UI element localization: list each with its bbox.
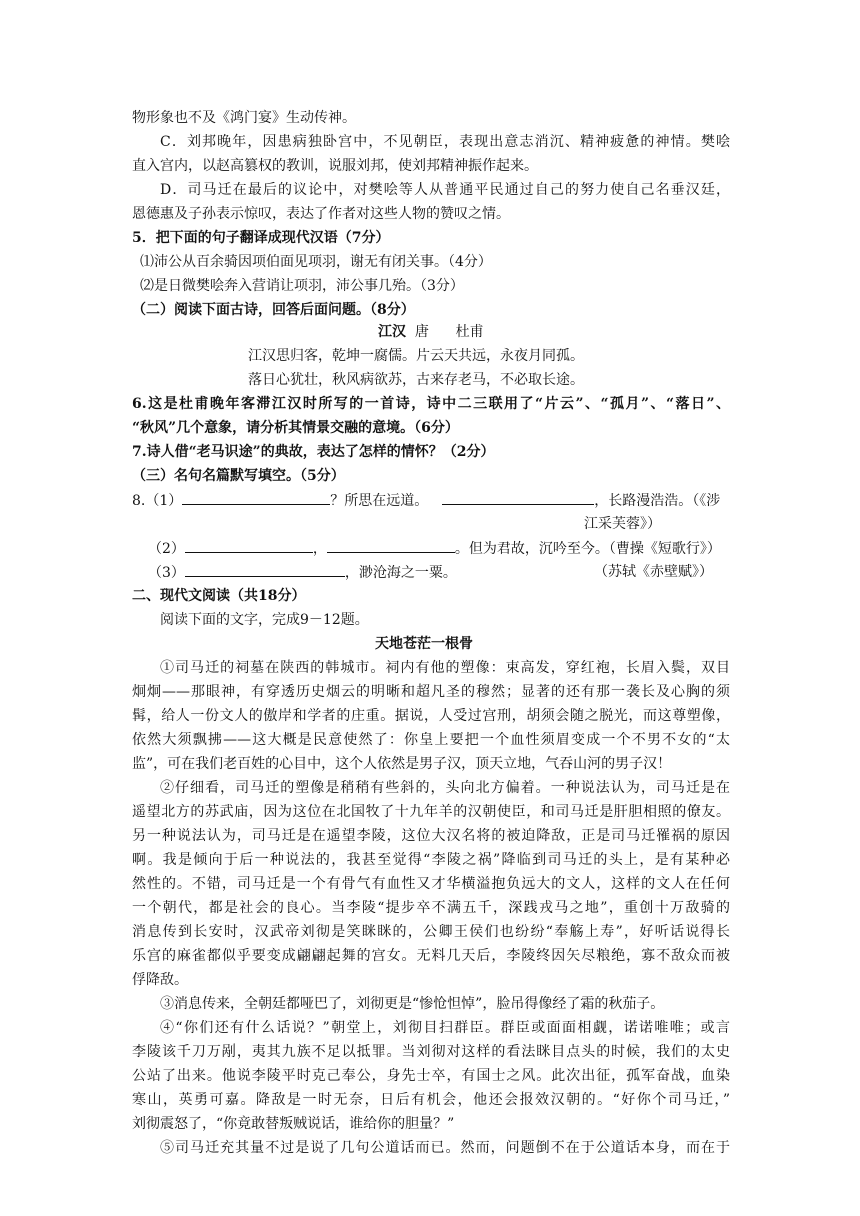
paragraph-2-line-1: ②仔细看，司马迁的塑像是稍稍有些斜的，头向北方偏着。一种说法认为，司马迁是在 (160, 780, 730, 796)
poem-title: 江汉 (378, 324, 406, 340)
paragraph-1-line-2: 炯炯——那眼神，有穿透历史烟云的明晰和超凡圣的穆然；显著的还有那一袭长及心胸的须 (132, 684, 730, 700)
paragraph-1-line-5: 监”，可在我们老百姓的心目中，这个人依然是男子汉，顶天立地，气吞山河的男子汉！ (132, 756, 672, 772)
paragraph-2-line-2: 遥望北方的苏武庙，因为这位在北国牧了十九年羊的汉朝使臣，和司马迁是肝胆相照的僚友。 (132, 804, 730, 820)
q8-2-end: 。但为君故，沉吟至今。（曹操《短歌行》） (454, 541, 721, 557)
poem-title-line (378, 322, 484, 342)
q8-2-prefix: （2） (148, 541, 185, 557)
answer-blank[interactable] (327, 538, 455, 553)
paragraph-4-line-2: 李陵该千刀万剐，夷其九族不足以抵罪。当刘彻对这样的看法眯目点头的时候，我们的太史 (132, 1044, 730, 1060)
q8-2-mid: ， (312, 541, 327, 557)
paragraph-4-line-5: 刘彻震怒了，“你竟敢替叛贼说话，谁给你的胆量？” (132, 1116, 455, 1132)
reading-instruction: 阅读下面的文字，完成9－12题。 (160, 612, 369, 628)
question-8-item-1-cont: 江采芙蓉》） (584, 516, 661, 532)
section-heading-poem: （二）阅读下面古诗，回答后面问题。（8分） (132, 302, 415, 318)
section-heading-modern-reading: 二、现代文阅读（共18分） (132, 588, 306, 604)
poem-line-2: 落日心犹壮，秋风病欲苏，古来存老马，不必取长途。 (248, 372, 584, 388)
question-7: 7.诗人借“老马识途”的典故，表达了怎样的情怀？（2分） (132, 444, 495, 460)
poem-line-1: 江汉思归客，乾坤一腐儒。片云天共远，永夜月同孤。 (248, 348, 584, 364)
paragraph-4-line-4: 寒山，英勇可嘉。降敌是一时无奈，日后有机会，他还会报效汉朝的。“好你个司马迁，” (132, 1092, 730, 1108)
question-5-item-1: ⑴沛公从百余骑因项伯面见项羽，谢无有闭关事。（4分） (140, 254, 492, 270)
answer-blank[interactable] (182, 490, 330, 505)
poem-author: 杜甫 (455, 324, 484, 340)
question-6-line-1: 6.这是杜甫晚年客滞江汉时所写的一首诗，诗中二三联用了“片云”、“孤月”、“落日”、 (132, 396, 730, 412)
paragraph-4-line-1: ④“你们还有什么话说？”朝堂上，刘彻目扫群臣。群臣或面面相觑，诺诺唯唯；或言 (160, 1020, 730, 1036)
option-c-line-2: 直入宫内，以赵高篡权的教训，说服刘邦，使刘邦精神振作起来。 (132, 158, 538, 174)
poem-dynasty: 唐 (414, 324, 429, 340)
paragraph-2-line-3: 另一种说法认为，司马迁是在遥望李陵，这位大汉名将的被迫降敌，正是司马迁罹祸的原因 (132, 828, 730, 844)
paragraph-2-line-8: 乐宫的麻雀都似乎要变成翩翩起舞的宫女。无料几天后，李陵终因矢尽粮绝，寡不敌众而被 (132, 948, 730, 964)
paragraph-1-line-1: ①司马迁的祠墓在陕西的韩城市。祠内有他的塑像：束高发，穿红袍，长眉入鬓，双目 (160, 660, 730, 676)
q8-1-prefix: 8.（1） (132, 493, 183, 509)
paragraph-1-line-3: 髯，给人一份文人的傲岸和学者的庄重。据说，人受过宫刑，胡须会随之脱光，而这尊塑像， (132, 708, 730, 724)
q8-1-end: ，长路漫浩浩。（《涉 (594, 493, 721, 509)
question-8-item-3-source: （苏轼《赤壁赋》） (594, 564, 713, 580)
question-6-line-2: “秋风”几个意象，请分析其情景交融的意境。（6分） (132, 420, 459, 436)
option-d-line-2: 恩德惠及子孙表示惊叹，表达了作者对这些人物的赞叹之情。 (132, 206, 510, 222)
answer-blank[interactable] (442, 490, 594, 505)
question-8-item-1 (132, 490, 720, 511)
paragraph-3-line-1: ③消息传来，全朝廷都哑巴了，刘彻更是“惨怆怛悼”，脸吊得像经了霜的秋茄子。 (160, 996, 665, 1012)
paragraph-4-line-3: 公站了出来。他说李陵平时克己奉公，身先士卒，有国士之风。此次出征，孤军奋战，血染 (132, 1068, 730, 1084)
section-heading-recitation: （三）名句名篇默写填空。（5分） (132, 468, 345, 484)
paragraph-2-line-9: 俘降敌。 (132, 972, 188, 988)
paragraph-1-line-4: 依然大须飘拂——这大概是民意使然了：你皇上要把一个血性须眉变成一个不男不女的“太 (132, 732, 730, 748)
q8-3-prefix: （3） (148, 565, 185, 581)
paragraph-2-line-6: 一个朝代，都是社会的良心。当李陵“提步卒不满五千，深践戎马之地”，重创十万敌骑的 (132, 900, 730, 916)
paragraph-5-line-1: ⑤司马迁充其量不过是说了几句公道话而已。然而，问题倒不在于公道话本身，而在于 (160, 1140, 730, 1156)
question-5-item-2: ⑵是日微樊哙奔入营诮让项羽，沛公事几殆。（3分） (140, 278, 464, 294)
answer-blank[interactable] (185, 538, 313, 553)
essay-title: 天地苍茫一根骨 (375, 636, 473, 652)
text-line: 物形象也不及《鸿门宴》生动传神。 (132, 110, 356, 126)
paragraph-2-line-5: 然性的。不错，司马迁是一个有骨气有血性又才华横溢抱负远大的文人，这样的文人在任何 (132, 876, 730, 892)
question-8-item-2 (148, 538, 721, 559)
question-8-item-3 (148, 562, 457, 583)
paragraph-2-line-7: 消息传到长安时，汉武帝刘彻是笑眯眯的，公卿王侯们也纷纷“奉觞上寿”，好听话说得长 (132, 924, 730, 940)
question-5-heading: 5．把下面的句子翻译成现代汉语（7分） (132, 230, 390, 246)
q8-1-mid: ？所思在远道。 (330, 493, 429, 509)
q8-3-mid: ，渺沧海之一粟。 (344, 565, 457, 581)
option-d-line-1: D．司马迁在最后的议论中，对樊哙等人从普通平民通过自己的努力使自己名垂汉廷， (160, 182, 730, 198)
paragraph-2-line-4: 啊。我是倾向于后一种说法的，我甚至觉得“李陵之祸”降临到司马迁的头上，是有某种必 (132, 852, 730, 868)
answer-blank[interactable] (185, 562, 345, 577)
option-c-line-1: C．刘邦晚年，因患病独卧宫中，不见朝臣，表现出意志消沉、精神疲惫的神情。樊哙 (160, 134, 730, 150)
